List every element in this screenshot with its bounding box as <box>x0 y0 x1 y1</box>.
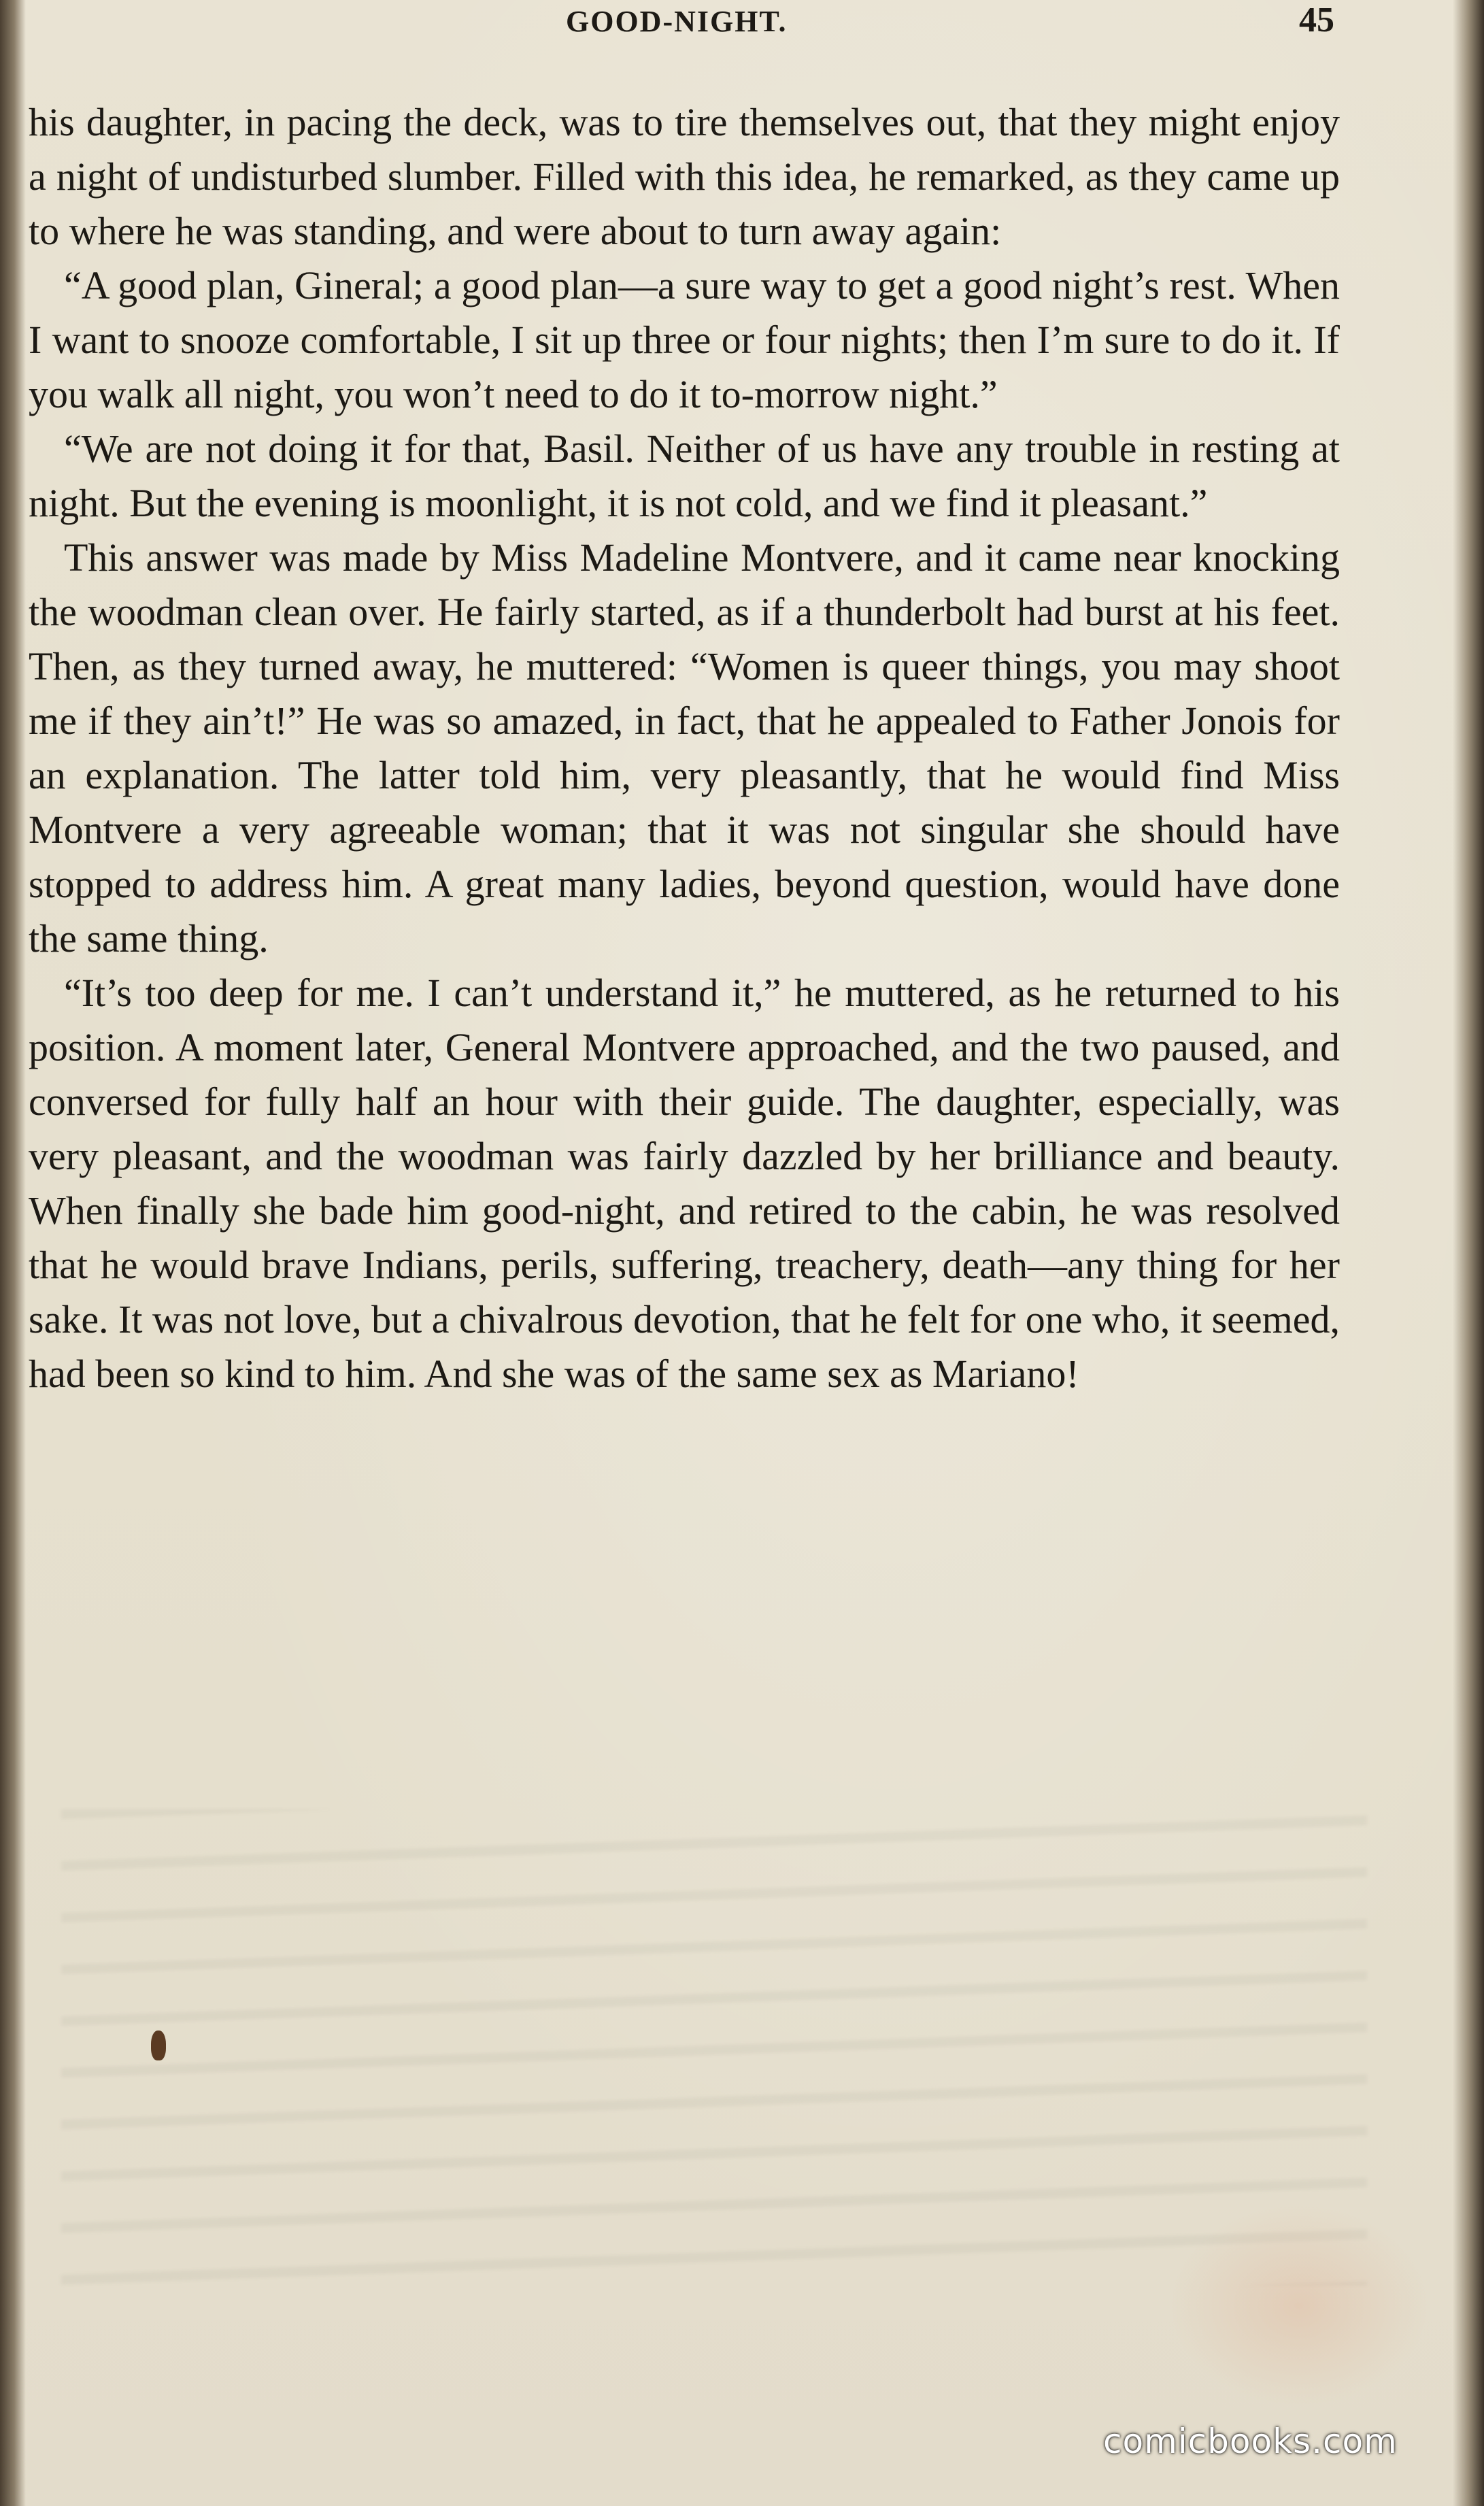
running-title: GOOD-NIGHT. <box>566 5 788 38</box>
watermark: comicbooks.com <box>1103 2422 1398 2461</box>
page-edge-right <box>1453 0 1484 2506</box>
paragraph: “A good plan, Gineral; a good plan—a sure way to get a good night’s rest. When I want to snooze comfortable, I sit up three or four nights; then I’m sure to do it. If you walk all night, you won’t need to do it to-morrow night.” <box>29 263 1340 416</box>
paragraph: his daughter, in pacing the deck, was to tire themselves out, that they might enjoy a night of undisturbed slumber. Filled with this idea, he remarked, as they came up to where he was standing, and were about to turn away again: <box>29 100 1340 253</box>
show-through-text <box>61 1809 1367 2286</box>
paper-stain <box>1170 2204 1428 2408</box>
paragraph: “It’s too deep for me. I can’t understand it,” he muttered, as he returned to his position. A moment later, General Montvere approached, and the two paused, and conversed for fully half an hour with their guide. The daughter, especially, was very pleasant, and the woodman was fairly dazzled by her brilliance and beauty. When finally she bade him good-night, and retired to the cabin, he was resolved that he would brave Indians, perils, suffering, treachery, death—any thing for her sake. It was not love, but a chivalrous devotion, that he felt for one who, it seemed, had been so kind to him. And she was of the same sex as Mariano! <box>29 971 1340 1396</box>
paragraph: This answer was made by Miss Madeline Montvere, and it came near knocking the woodman clean over. He fairly started, as if a thunderbolt had burst at his feet. Then, as they turned away, he muttered: “Women is queer things, you may shoot me if they ain’t!” He was so amazed, in fact, that he appealed to Father Jonois for an explanation. The latter told him, very pleasantly, that he would find Miss Montvere a very agreeable woman; that it was not singular she should have stopped to address him. A great many ladies, beyond question, would have done the same thing. <box>29 535 1340 960</box>
body-text <box>29 95 1340 1401</box>
paragraph: “We are not doing it for that, Basil. Neither of us have any trouble in resting at night. But the evening is moonlight, it is not cold, and we find it pleasant.” <box>29 427 1340 525</box>
running-head <box>0 0 1484 54</box>
page-number: 45 <box>1299 1 1334 39</box>
ink-spot <box>151 2031 166 2060</box>
page-edge-left <box>0 0 26 2506</box>
